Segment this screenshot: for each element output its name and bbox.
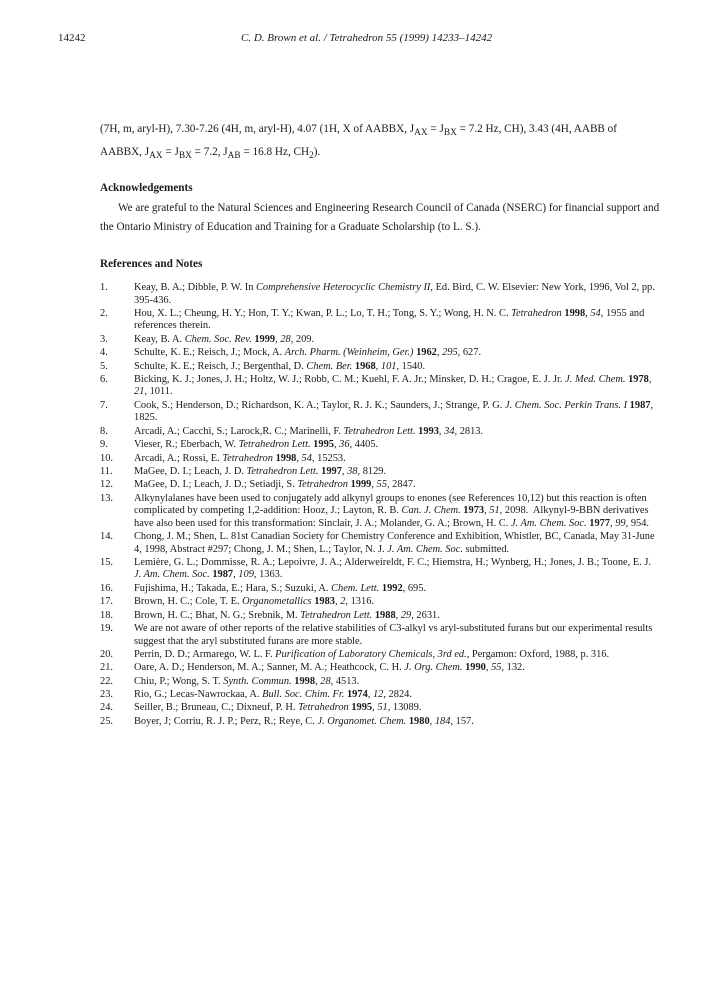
reference-item xyxy=(100,649,660,662)
reference-number: 4. xyxy=(100,347,108,359)
reference-text: Perrin, D. D.; Armarego, W. L. F. Purification of Laboratory Chemicals, 3rd ed., Pergamon: Oxford, 1988, p. 316. xyxy=(134,648,610,660)
reference-item xyxy=(100,689,660,702)
reference-item xyxy=(100,610,660,623)
reference-text: We are not aware of other reports of the relative stabilities of C3-alkyl vs aryl-substituted furans but our experimental results suggest that the aryl substituted furans are more stable. xyxy=(134,623,653,647)
references-section xyxy=(100,256,660,729)
reference-item xyxy=(100,439,660,452)
reference-item xyxy=(100,374,660,399)
page-number: 14242 xyxy=(58,32,86,44)
reference-text: Schulte, K. E.; Reisch, J.; Bergenthal, D. Chem. Ber. 1968, 101, 1540. xyxy=(134,360,426,372)
reference-text: Chiu, P.; Wong, S. T. Synth. Commun. 1998, 28, 4513. xyxy=(134,675,360,687)
reference-text: Rio, G.; Lecas-Nawrockaa, A. Bull. Soc. Chim. Fr. 1974, 12, 2824. xyxy=(134,689,412,701)
acknowledgements-section xyxy=(100,180,660,237)
reference-text: Keay, B. A.; Dibble, P. W. In Comprehensive Heterocyclic Chemistry II, Ed. Bird, C. W. Elsevier: New York, 1996, Vol 2, pp. 395-436. xyxy=(134,282,655,306)
reference-text: Seiller, B.; Bruneau, C.; Dixneuf, P. H. Tetrahedron 1995, 51, 13089. xyxy=(134,702,422,714)
reference-text: Cook, S.; Henderson, D.; Richardson, K. A.; Taylor, R. J. K.; Saunders, J.; Strange, P. G. J. Chem. Soc. Perkin Trans. I 1987, 1825. xyxy=(134,399,654,424)
reference-text: Arcadi, A.; Rossi, E. Tetrahedron 1998, 54, 15253. xyxy=(134,452,346,464)
reference-item xyxy=(100,676,660,689)
reference-item xyxy=(100,426,660,439)
reference-item xyxy=(100,453,660,466)
reference-text: Lemière, G. L.; Dommisse, R. A.; Lepoivre, J. A.; Alderweireldt, F. C.; Hiemstra, H.; Wynberg, H.; Jones, J. B.; Toone, E. J. J. Am. Chem. Soc. 1987, 109, 1363. xyxy=(134,556,652,581)
reference-item xyxy=(100,716,660,729)
acknowledgements-heading: Acknowledgements xyxy=(100,182,193,194)
reference-text: Brown, H. C.; Cole, T. E. Organometallics 1983, 2, 1316. xyxy=(134,596,374,608)
reference-item xyxy=(100,493,660,531)
reference-text: Alkynylalanes have been used to conjugately add alkynyl groups to enones (see References 10,12) but this reaction is often complicated by competing 1,2-addition: Hooz, J.; Layton, R. B. Can. J. Chem. 1973, 51, 2098. Alkynyl-9-BBN derivatives have also been used for this transformation: Sinclair, J. A.; Molander, G. A.; Brown, H. C. J. Am. Chem. Soc. 1977, 99, 954. xyxy=(134,492,650,529)
reference-number: 5. xyxy=(100,360,108,372)
experimental-data-paragraph: (7H, m, aryl-H), 7.30-7.26 (4H, m, aryl-H), 4.07 (1H, X of AABBX, $J_{AX} = J_{BX} = 7.2$ Hz, CH), 3.43 (4H, AABB of AABBX, $J_{AX} = J_{BX} = 7.2$, $J_{AB} = 16.8$ Hz, $CH_2$). xyxy=(100,123,617,162)
reference-number: 25. xyxy=(100,715,113,727)
reference-item xyxy=(100,623,660,648)
reference-text: Keay, B. A. Chem. Soc. Rev. 1999, 28, 209. xyxy=(134,333,315,345)
reference-item xyxy=(100,466,660,479)
reference-item xyxy=(100,583,660,596)
reference-item xyxy=(100,531,660,556)
reference-item xyxy=(100,282,660,307)
reference-item xyxy=(100,347,660,360)
page-header xyxy=(58,32,720,48)
reference-text: MaGee, D. I.; Leach, J. D. Tetrahedron Lett. 1997, 38, 8129. xyxy=(134,465,387,477)
reference-number: 8. xyxy=(100,425,108,437)
reference-number: 21. xyxy=(100,662,113,674)
reference-number: 19. xyxy=(100,623,113,635)
reference-text: Bicking, K. J.; Jones, J. H.; Holtz, W. J.; Robb, C. M.; Kuehl, F. A. Jr.; Minsker, D. H.; Cragoe, E. J. Jr. J. Med. Chem. 1978, 21, 1011. xyxy=(134,373,652,398)
reference-number: 1. xyxy=(100,282,108,293)
reference-item xyxy=(100,479,660,492)
reference-number: 20. xyxy=(100,648,113,660)
reference-number: 24. xyxy=(100,702,113,714)
reference-number: 2. xyxy=(100,307,108,319)
reference-number: 3. xyxy=(100,333,108,345)
reference-number: 15. xyxy=(100,556,113,568)
reference-item xyxy=(100,361,660,374)
reference-number: 14. xyxy=(100,531,113,543)
reference-item xyxy=(100,334,660,347)
running-head: C. D. Brown et al. / Tetrahedron 55 (1999) 14233–14242 xyxy=(241,32,493,44)
reference-item xyxy=(100,557,660,582)
reference-number: 12. xyxy=(100,479,113,491)
reference-number: 6. xyxy=(100,373,108,385)
reference-number: 7. xyxy=(100,399,108,411)
references-heading: References and Notes xyxy=(100,258,203,270)
reference-number: 17. xyxy=(100,596,113,608)
reference-text: Hou, X. L.; Cheung, H. Y.; Hon, T. Y.; Kwan, P. L.; Lo, T. H.; Tong, S. Y.; Wong, H. N. C. Tetrahedron 1998, 54, 1955 and references therein. xyxy=(134,307,645,332)
reference-number: 13. xyxy=(100,492,113,504)
reference-text: Arcadi, A.; Cacchi, S.; Larock,R. C.; Marinelli, F. Tetrahedron Lett. 1993, 34, 2813. xyxy=(134,425,484,437)
reference-text: Boyer, J; Corriu, R. J. P.; Perz, R.; Reye, C. J. Organomet. Chem. 1980, 184, 157. xyxy=(134,715,474,727)
references-list xyxy=(100,282,660,728)
reference-text: Schulte, K. E.; Reisch, J.; Mock, A. Arch. Pharm. (Weinheim, Ger.) 1962, 295, 627. xyxy=(134,347,482,359)
reference-number: 22. xyxy=(100,675,113,687)
reference-text: Chong, J. M.; Shen, L. 81st Canadian Society for Chemistry Conference and Exhibition, Whistler, BC, Canada, May 31-June 4, 1998, Abstract #297; Chong, J. M.; Shen, L.; Taylor, N. J. J. Am. Chem. Soc. submitted. xyxy=(134,531,655,555)
reference-number: 10. xyxy=(100,452,113,464)
reference-number: 9. xyxy=(100,439,108,451)
reference-item xyxy=(100,308,660,333)
reference-number: 16. xyxy=(100,582,113,594)
acknowledgements-text: We are grateful to the Natural Sciences and Engineering Research Council of Canada (NSERC) for financial support and the Ontario Ministry of Education and Training for a Graduate Scholarship (to L. S.). xyxy=(100,202,660,233)
reference-item xyxy=(100,400,660,425)
reference-number: 18. xyxy=(100,609,113,621)
reference-text: Oare, A. D.; Henderson, M. A.; Sanner, M. A.; Heathcock, C. H. J. Org. Chem. 1990, 55, 132. xyxy=(134,662,525,674)
reference-item xyxy=(100,596,660,609)
reference-number: 23. xyxy=(100,689,113,701)
reference-item xyxy=(100,702,660,715)
reference-text: MaGee, D. I.; Leach, J. D.; Setiadji, S. Tetrahedron 1999, 55, 2847. xyxy=(134,479,416,491)
reference-text: Brown, H. C.; Bhat, N. G.; Srebnik, M. Tetrahedron Lett. 1988, 29, 2631. xyxy=(134,609,440,621)
reference-number: 11. xyxy=(100,465,113,477)
reference-item xyxy=(100,662,660,675)
reference-text: Vieser, R.; Eberbach, W. Tetrahedron Lett. 1995, 36, 4405. xyxy=(134,439,379,451)
reference-text: Fujishima, H.; Takada, E.; Hara, S.; Suzuki, A. Chem. Lett. 1992, 695. xyxy=(134,582,427,594)
